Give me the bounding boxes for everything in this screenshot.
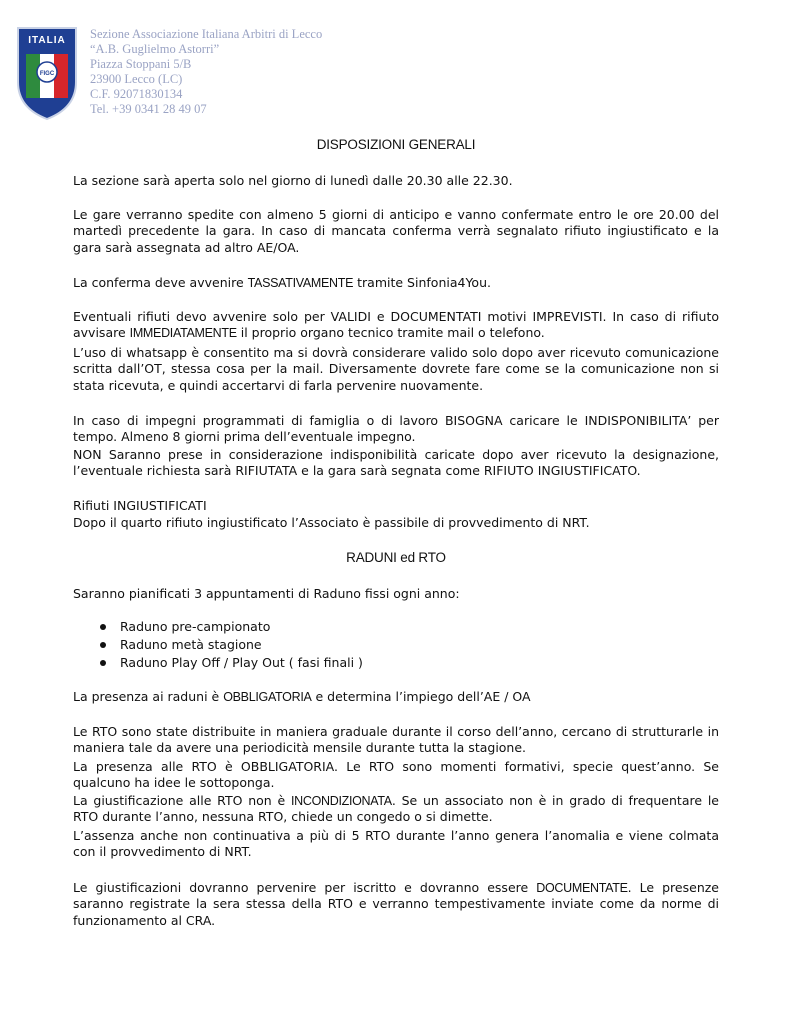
letterhead-line: “A.B. Guglielmo Astorri” xyxy=(90,41,220,56)
paragraph: La giustificazione alle RTO non è INCONDIZIONATA. Se un associato non è in grado di frequentare le RTO durante l’anno, nessuna RTO, chiede un congedo o si dimette. xyxy=(73,793,719,825)
list-item: Raduno Play Off / Play Out ( fasi finali ) xyxy=(73,654,363,672)
logo-italia-text: ITALIA xyxy=(28,35,66,46)
list-item: Raduno metà stagione xyxy=(73,636,363,654)
paragraph: In caso di impegni programmati di famiglia o di lavoro BISOGNA caricare le INDISPONIBILITA’ per tempo. Almeno 8 giorni prima dell’eventuale impegno. xyxy=(73,413,719,445)
section-title-raduni: RADUNI ed RTO xyxy=(346,550,446,565)
paragraph: Le RTO sono state distribuite in maniera graduale durante il corso dell’anno, cercano di strutturarle in maniera tale da avere una periodicità mensile durante tutta la stagione. xyxy=(73,724,719,756)
list-item: Raduno pre-campionato xyxy=(73,618,363,636)
paragraph: NON Saranno prese in considerazione indisponibilità caricate dopo aver ricevuto la designazione, l’eventuale richiesta sarà RIFIUTATA e la gara sarà segnata come RIFIUTO INGIUSTIFICATO. xyxy=(73,447,719,479)
paragraph: L’uso di whatsapp è consentito ma si dovrà considerare valido solo dopo aver ricevuto comunicazione scritta dall’OT, stessa cosa per la mail. Diversamente dovrete fare come se la comunicazione non si stata ricevuta, e quindi accertarvi di farla pervenire nuovamente. xyxy=(73,345,719,393)
paragraph: Rifiuti INGIUSTIFICATI xyxy=(73,498,207,513)
raduni-list xyxy=(73,618,363,672)
logo-badge-text: FIGC xyxy=(39,71,55,77)
letterhead xyxy=(90,27,322,116)
paragraph: Eventuali rifiuti devo avvenire solo per VALIDI e DOCUMENTATI motivi IMPREVISTI. In caso di rifiuto avvisare IMMEDIATAMENTE il proprio organo tecnico tramite mail o telefono. xyxy=(73,309,719,341)
paragraph: Saranno pianificati 3 appuntamenti di Raduno fissi ogni anno: xyxy=(73,586,460,601)
emphasis: IMMEDIATAMENTE xyxy=(129,326,237,341)
paragraph: Le giustificazioni dovranno pervenire per iscritto e dovranno essere DOCUMENTATE. Le presenze saranno registrate la sera stessa della RTO e verranno tempestivamente inviate come da norme di funzionamento al CRA. xyxy=(73,880,719,928)
letterhead-line: Sezione Associazione Italiana Arbitri di Lecco xyxy=(90,27,323,41)
paragraph: La presenza ai raduni è OBBLIGATORIA e determina l’impiego dell’AE / OA xyxy=(73,689,531,704)
paragraph: Le gare verranno spedite con almeno 5 giorni di anticipo e vanno confermate entro le ore 20.00 del martedì precedente la gara. In caso di mancata conferma verrà segnalato rifiuto ingiustificato e la gara sarà assegnata ad altro AE/OA. xyxy=(73,207,719,255)
emphasis: TASSATIVAMENTE xyxy=(247,276,354,290)
letterhead-line: 23900 Lecco (LC) xyxy=(90,71,183,86)
emphasis: OBBLIGATORIA xyxy=(223,690,312,704)
paragraph: La presenza alle RTO è OBBLIGATORIA. Le RTO sono momenti formativi, specie quest’anno. Se qualcuno ha idee le sottoponga. xyxy=(73,759,719,791)
letterhead-line: Tel. +39 0341 28 49 07 xyxy=(90,101,207,116)
paragraph: L’assenza anche non continuativa a più di 5 RTO durante l’anno genera l’anomalia e viene colmata con il provvedimento di NRT. xyxy=(73,828,719,860)
section-title-disposizioni: DISPOSIZIONI GENERALI xyxy=(316,137,476,152)
paragraph: La sezione sarà aperta solo nel giorno di lunedì dalle 20.30 alle 22.30. xyxy=(73,173,513,188)
emphasis: INCONDIZIONATA xyxy=(290,794,392,808)
letterhead-line: Piazza Stoppani 5/B xyxy=(90,56,192,71)
paragraph: Dopo il quarto rifiuto ingiustificato l’Associato è passibile di provvedimento di NRT. xyxy=(73,515,590,530)
figc-shield-logo-icon xyxy=(14,24,80,122)
letterhead-line: C.F. 92071830134 xyxy=(90,86,183,101)
emphasis: DOCUMENTATE xyxy=(536,881,628,895)
paragraph: La conferma deve avvenire TASSATIVAMENTE tramite Sinfonia4You. xyxy=(73,275,491,290)
